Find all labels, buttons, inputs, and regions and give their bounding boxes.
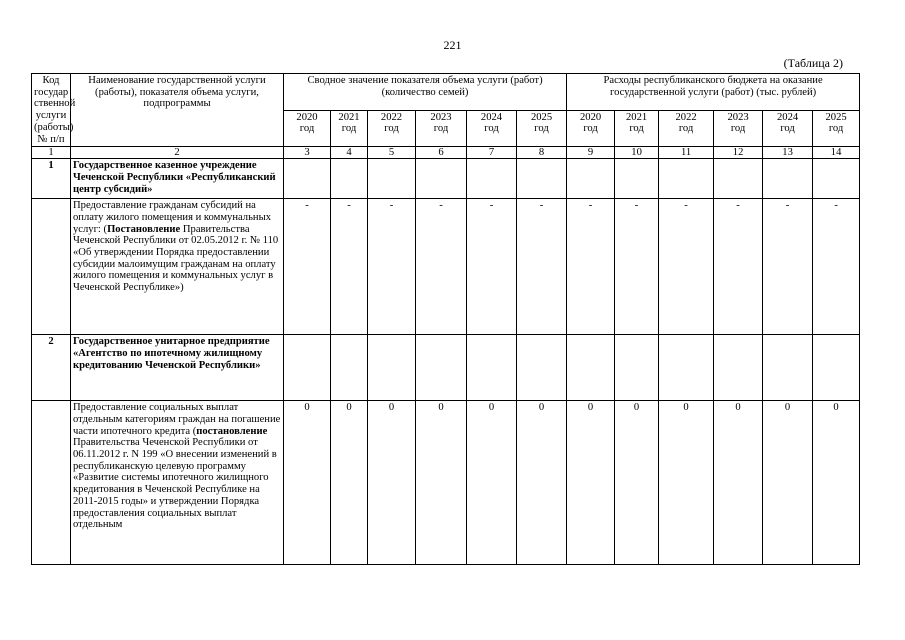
value-cell: 0 <box>517 401 567 565</box>
year-header: 2020 год <box>284 110 331 147</box>
value-cell: 0 <box>416 401 467 565</box>
row-code: 1 <box>32 159 71 199</box>
page-number: 221 <box>443 38 462 52</box>
value-cell: 0 <box>659 401 714 565</box>
column-number: 12 <box>714 147 763 159</box>
value-cell: 0 <box>567 401 615 565</box>
column-number: 13 <box>763 147 813 159</box>
value-cell: - <box>567 199 615 335</box>
service-description: Предоставление социальных выплат отдельным категориям граждан на погашение части ипотечного кредита (постановление Правительства Чеченской Республики от 06.11.2012 г. N 199 «О внесении изменений в республиканскую целевую программу «Развитие системы ипотечного жилищного кредитования в Чеченской Республике на 2011-2015 годы» и утверждении Порядка предоставления социальных выплат отдельным <box>71 401 284 565</box>
table-row <box>32 199 860 335</box>
service-description: Предоставление гражданам субсидий на оплату жилого помещения и коммунальных услуг: (Постановление Правительства Чеченской Республики от 02.05.2012 г. № 110 «Об утверждении Порядка предоставлении субсидии малоимущим гражданам на оплату жилого помещения и коммунальных услуг в Чеченской Республике») <box>71 199 284 335</box>
year-header: 2022 год <box>659 110 714 147</box>
row-code: 2 <box>32 335 71 401</box>
value-cell: - <box>467 199 517 335</box>
column-number: 4 <box>331 147 368 159</box>
year-header: 2020 год <box>567 110 615 147</box>
table-row <box>32 401 860 565</box>
column-number: 6 <box>416 147 467 159</box>
year-header: 2023 год <box>714 110 763 147</box>
value-cell: 0 <box>763 401 813 565</box>
value-cell: 0 <box>331 401 368 565</box>
column-number: 10 <box>615 147 659 159</box>
volume-group-header: Сводное значение показателя объема услуги (работ) (количество семей) <box>284 74 567 111</box>
value-cell: - <box>331 199 368 335</box>
header-row <box>32 74 860 111</box>
column-number: 11 <box>659 147 714 159</box>
services-table <box>31 73 860 565</box>
column-number: 14 <box>813 147 860 159</box>
value-cell: 0 <box>714 401 763 565</box>
table-reference: (Таблица 2) <box>783 56 843 70</box>
year-header: 2021 год <box>331 110 368 147</box>
value-cell: - <box>284 199 331 335</box>
column-number: 1 <box>32 147 71 159</box>
institution-title: Государственное унитарное предприятие «Агентство по ипотечному жилищному кредитованию Чеченской Республики» <box>71 335 284 401</box>
column-number: 2 <box>71 147 284 159</box>
value-cell: 0 <box>467 401 517 565</box>
value-cell: - <box>368 199 416 335</box>
value-cell: 0 <box>284 401 331 565</box>
column-number: 8 <box>517 147 567 159</box>
value-cell: 0 <box>813 401 860 565</box>
year-header: 2024 год <box>467 110 517 147</box>
value-cell: - <box>763 199 813 335</box>
value-cell: 0 <box>368 401 416 565</box>
year-header: 2025 год <box>517 110 567 147</box>
value-cell: - <box>517 199 567 335</box>
column-number: 7 <box>467 147 517 159</box>
column-number: 9 <box>567 147 615 159</box>
column-number: 5 <box>368 147 416 159</box>
year-header: 2022 год <box>368 110 416 147</box>
value-cell: 0 <box>615 401 659 565</box>
year-header: 2025 год <box>813 110 860 147</box>
expenses-group-header: Расходы республиканского бюджета на оказание государственной услуги (работ) (тыс. рублей) <box>567 74 860 111</box>
value-cell: - <box>714 199 763 335</box>
value-cell: - <box>416 199 467 335</box>
year-header: 2023 год <box>416 110 467 147</box>
year-header: 2021 год <box>615 110 659 147</box>
code-column-header: Код государ ственной услуги (работы) № п/п <box>32 74 71 147</box>
table-row <box>32 159 860 199</box>
value-cell: - <box>813 199 860 335</box>
column-number: 3 <box>284 147 331 159</box>
name-column-header: Наименование государственной услуги (работы), показателя объема услуги, подпрограммы <box>71 74 284 147</box>
value-cell: - <box>659 199 714 335</box>
table-row <box>32 335 860 401</box>
value-cell: - <box>615 199 659 335</box>
column-numbers-row <box>32 147 860 159</box>
year-header: 2024 год <box>763 110 813 147</box>
institution-title: Государственное казенное учреждение Чеченской Республики «Республиканский центр субсидий» <box>71 159 284 199</box>
